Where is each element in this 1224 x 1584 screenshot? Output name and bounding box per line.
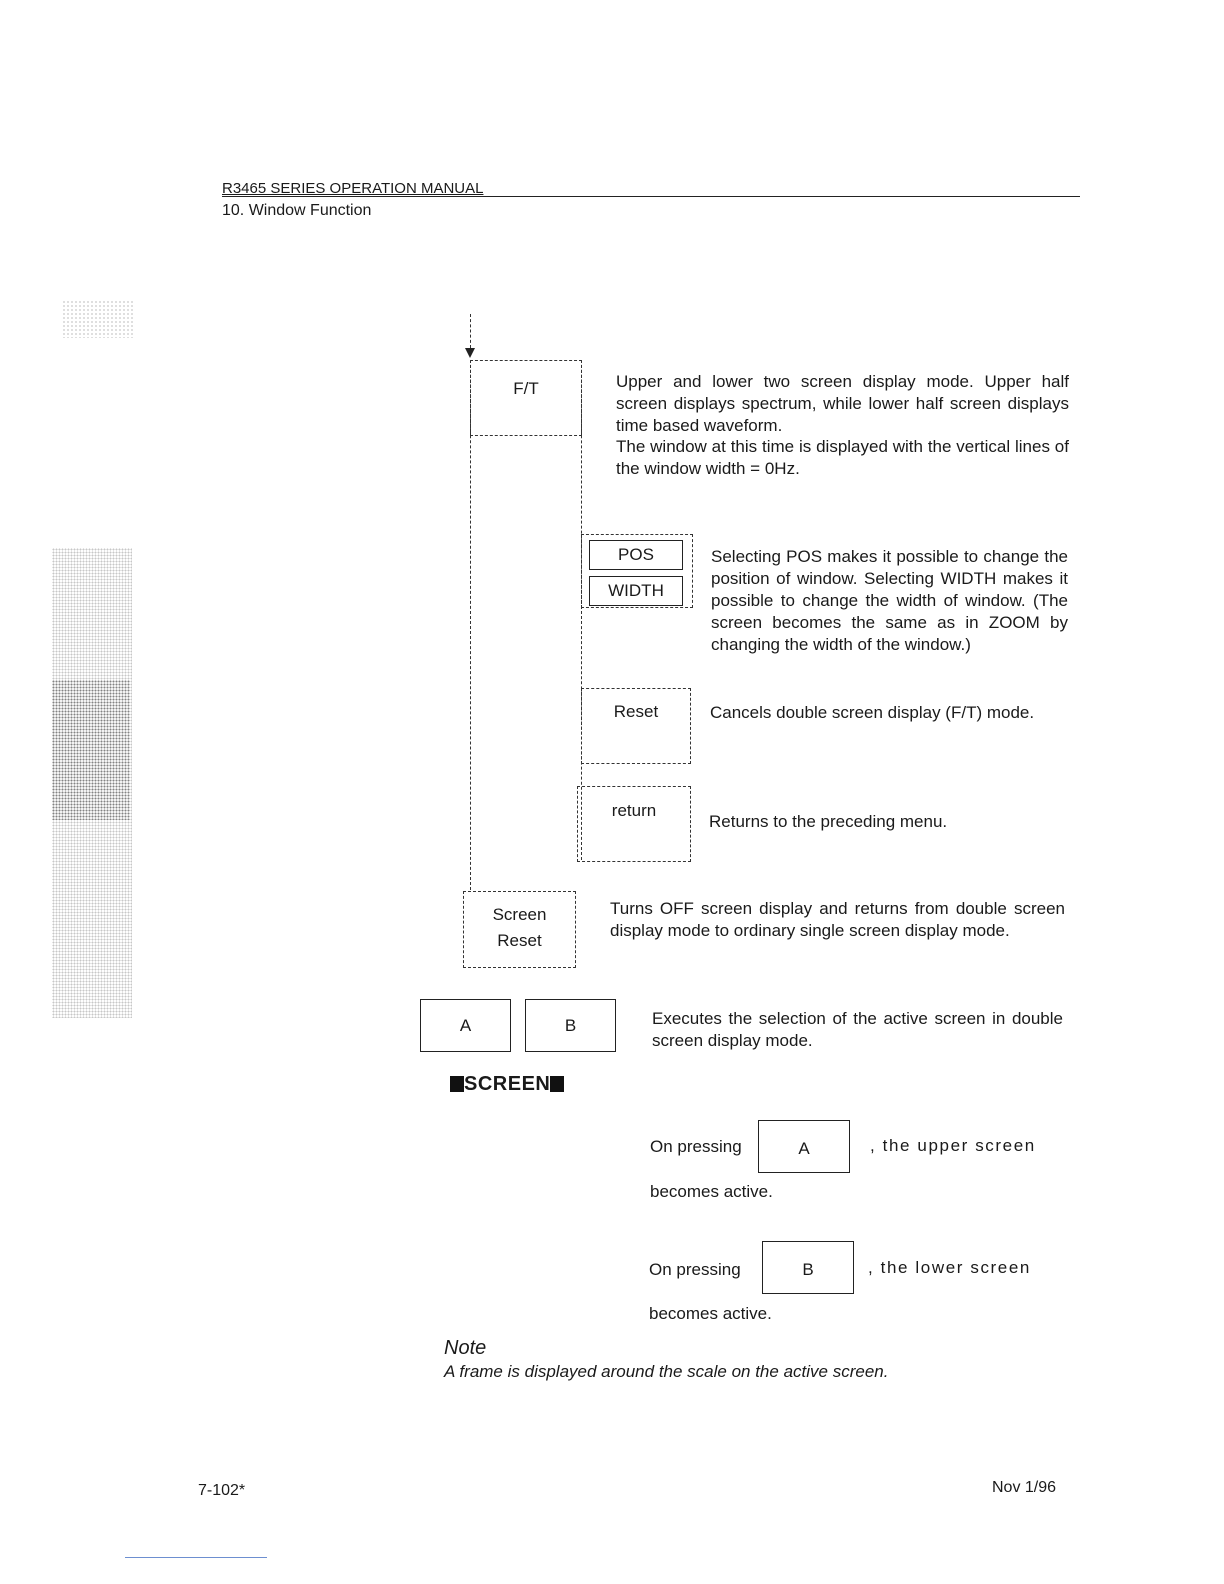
screen-panel-label <box>450 1073 564 1096</box>
press-b-line2: becomes active. <box>649 1304 772 1323</box>
manual-title: R3465 SERIES OPERATION MANUAL <box>222 180 484 197</box>
note-text: A frame is displayed around the scale on the active screen. <box>444 1362 889 1381</box>
screen-reset-softkey[interactable] <box>463 891 576 968</box>
ft-label: F/T <box>513 379 539 398</box>
flow-connector <box>470 360 471 890</box>
return-label: return <box>611 801 657 820</box>
inline-a-key: A <box>758 1120 850 1173</box>
block-marker-icon <box>550 1076 564 1092</box>
ft-softkey[interactable] <box>470 360 582 436</box>
return-softkey[interactable] <box>577 786 691 862</box>
revision-date: Nov 1/96 <box>992 1479 1057 1496</box>
flow-connector <box>470 314 471 348</box>
press-a-suffix: , the upper screen <box>870 1136 1036 1155</box>
screen-reset-label-line1: Screen <box>492 905 547 924</box>
screen-panel-text: SCREEN <box>464 1073 551 1095</box>
screen-b-key[interactable]: B <box>525 999 616 1052</box>
section-title: 10. Window Function <box>222 202 372 219</box>
ft-description-2: The window at this time is displayed with the vertical lines of the window width = 0Hz. <box>616 437 1069 478</box>
screen-reset-label-line2: Reset <box>497 931 542 950</box>
pos-softkey[interactable]: POS <box>589 540 683 570</box>
block-marker-icon <box>450 1076 464 1092</box>
press-a-line2: becomes active. <box>650 1182 773 1201</box>
reset-softkey[interactable] <box>581 688 691 764</box>
note-title: Note <box>444 1337 487 1359</box>
header-rule <box>222 196 1080 197</box>
pos-width-description: Selecting POS makes it possible to change the position of window. Selecting WIDTH makes it possible to change the width of window. (The screen becomes the same as in ZOOM by changing the width of the window.) <box>711 547 1068 654</box>
press-a-prefix: On pressing <box>650 1137 742 1156</box>
scan-artifact <box>62 300 134 338</box>
return-description: Returns to the preceding menu. <box>709 812 948 831</box>
reset-label: Reset <box>613 702 659 721</box>
screen-a-key[interactable]: A <box>420 999 511 1052</box>
scan-artifact <box>52 680 130 820</box>
arrow-down-icon <box>465 348 475 358</box>
press-b-prefix: On pressing <box>649 1260 741 1279</box>
press-b-suffix: , the lower screen <box>868 1258 1031 1277</box>
screen-reset-description: Turns OFF screen display and returns from double screen display mode to ordinary single screen display mode. <box>610 899 1065 940</box>
inline-b-key: B <box>762 1241 854 1294</box>
page-number: 7-102* <box>198 1482 246 1499</box>
ft-description: Upper and lower two screen display mode. Upper half screen displays spectrum, while lower half screen displays time based waveform. <box>616 372 1069 435</box>
scan-artifact-line <box>125 1557 267 1558</box>
screen-keys-description: Executes the selection of the active screen in double screen display mode. <box>652 1009 1063 1050</box>
width-softkey[interactable]: WIDTH <box>589 576 683 606</box>
reset-description: Cancels double screen display (F/T) mode. <box>710 703 1035 722</box>
